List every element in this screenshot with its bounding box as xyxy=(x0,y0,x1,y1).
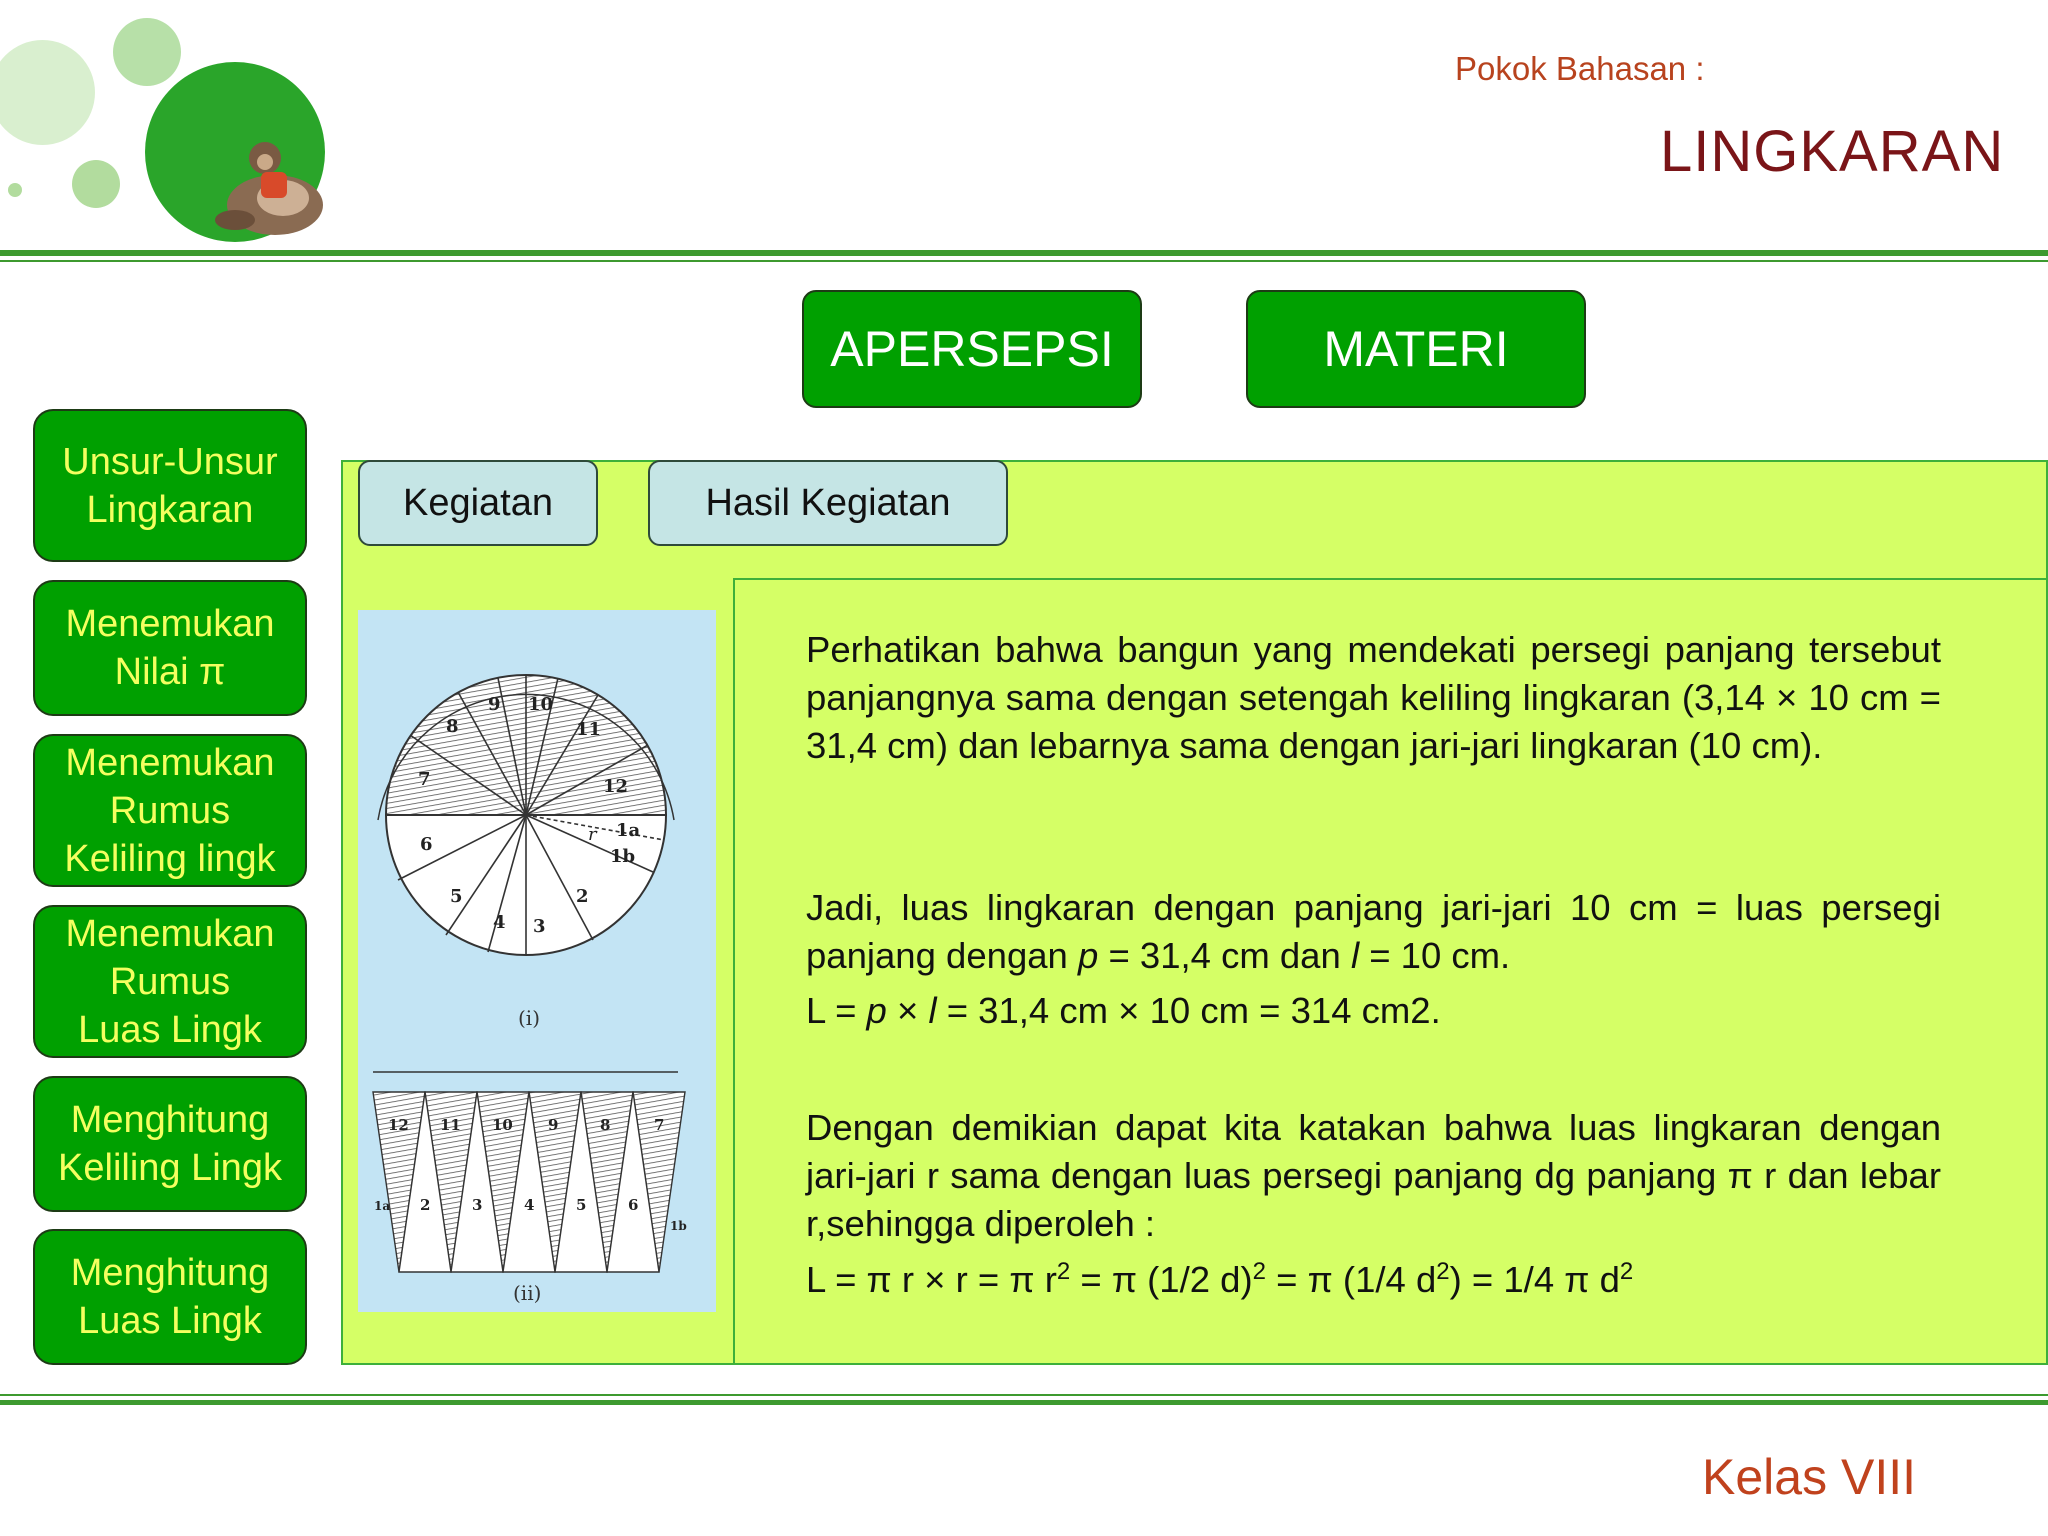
var-p: p xyxy=(866,990,887,1031)
var-p: p xyxy=(1078,935,1099,976)
formula-1 xyxy=(806,990,1441,1032)
paragraph-2-text: Jadi, luas lingkaran dengan panjang jari-jari 10 cm = luas persegi panjang dengan xyxy=(806,887,1941,976)
radius-label: r xyxy=(588,824,597,845)
paragraph-2-text: = 31,4 cm dan xyxy=(1098,935,1351,976)
sidebar-item-label: Rumus xyxy=(109,960,231,1003)
sidebar-item-hitung-luas[interactable] xyxy=(33,1229,307,1365)
strip-label: 6 xyxy=(628,1196,639,1214)
circle-sector-figure xyxy=(358,610,716,1312)
deco-circle-top xyxy=(113,18,181,86)
formula-2 xyxy=(806,1258,1633,1301)
formula-1-text: = 31,4 cm × 10 cm = 314 cm2. xyxy=(936,990,1441,1031)
formula-2-text: L = π r × r = π r xyxy=(806,1259,1057,1301)
sidebar-item-label: Keliling Lingk xyxy=(58,1147,282,1189)
sidebar-item-rumus-keliling[interactable] xyxy=(33,734,307,887)
sidebar-item-label: Keliling lingk xyxy=(64,837,276,880)
tab-hasil-kegiatan[interactable]: Hasil Kegiatan xyxy=(648,460,1008,546)
superscript: 2 xyxy=(1056,1258,1071,1285)
superscript: 2 xyxy=(1436,1258,1450,1285)
paragraph-3: Dengan demikian dapat kita katakan bahwa luas lingkaran dengan jari-jari r sama dengan luas persegi panjang dg panjang π r dan lebar r,sehingga diperoleh : xyxy=(806,1107,1941,1244)
sidebar-item-hitung-keliling[interactable] xyxy=(33,1076,307,1212)
sector-label: 12 xyxy=(603,776,629,797)
strip-label: 2 xyxy=(420,1196,431,1214)
strip-label: 5 xyxy=(576,1196,587,1214)
strip-label: 9 xyxy=(548,1116,559,1134)
strip-shapes xyxy=(373,1092,685,1272)
apersepsi-button[interactable]: APERSEPSI xyxy=(802,290,1142,408)
materi-button[interactable]: MATERI xyxy=(1246,290,1586,408)
superscript: 2 xyxy=(1619,1258,1634,1285)
figure-label-ii: (ii) xyxy=(513,1281,542,1305)
sidebar-item-label: Menemukan xyxy=(65,912,275,955)
sector-label: 4 xyxy=(493,912,506,933)
strip-label: 12 xyxy=(388,1116,409,1134)
sector-label: 7 xyxy=(418,769,431,790)
topic-label: Pokok Bahasan : xyxy=(1455,50,1705,87)
strip-label: 7 xyxy=(654,1116,665,1134)
sidebar-item-unsur-lingkaran[interactable] xyxy=(33,409,307,562)
paragraph-2-text: = 10 cm. xyxy=(1359,935,1511,976)
figure-label-i: (i) xyxy=(518,1006,541,1030)
footer-rule-thick xyxy=(0,1400,2048,1405)
header-rule-thick xyxy=(0,250,2048,256)
superscript: 2 xyxy=(1252,1258,1266,1285)
sidebar-item-label: Lingkaran xyxy=(86,488,254,531)
sidebar-item-label: Menemukan xyxy=(65,603,275,645)
sector-label: 10 xyxy=(528,694,554,715)
sector-label: 11 xyxy=(576,719,602,740)
sidebar-item-label: Rumus xyxy=(109,789,231,832)
page-title: LINGKARAN xyxy=(1660,119,2005,184)
formula-2-text: = π (1/2 d) xyxy=(1070,1259,1253,1301)
sidebar-item-label: Menemukan xyxy=(65,741,275,784)
deco-circle-left xyxy=(0,40,95,145)
sector-label: 6 xyxy=(420,834,433,855)
strip-label: 4 xyxy=(524,1196,535,1214)
var-l: l xyxy=(1350,935,1360,976)
sidebar-item-rumus-luas[interactable] xyxy=(33,905,307,1058)
logo-decoration xyxy=(0,0,330,245)
sidebar-item-label: Menghitung xyxy=(70,1099,270,1141)
sidebar-item-label: Luas Lingk xyxy=(78,1008,262,1051)
formula-2-text: ) = 1/4 π d xyxy=(1449,1259,1620,1301)
strip-label: 8 xyxy=(600,1116,611,1134)
deco-circle-small xyxy=(8,183,22,197)
formula-2-text: = π (1/4 d xyxy=(1266,1259,1437,1301)
sidebar-item-label: Unsur-Unsur xyxy=(62,440,278,483)
formula-1-text: × xyxy=(886,990,929,1031)
sector-label: 9 xyxy=(488,694,501,715)
strip-label: 3 xyxy=(472,1196,483,1214)
strip-label: 1a xyxy=(374,1199,391,1213)
sidebar-item-label: Luas Lingk xyxy=(78,1300,262,1342)
sidebar-item-nilai-pi[interactable] xyxy=(33,580,307,716)
paragraph-2 xyxy=(806,884,1941,980)
strip-label: 1b xyxy=(670,1219,687,1233)
sector-label: 2 xyxy=(576,886,589,907)
tab-kegiatan[interactable]: Kegiatan xyxy=(358,460,598,546)
deco-circle-mid xyxy=(72,160,120,208)
sector-label: 1a xyxy=(616,820,641,841)
class-label: Kelas VIII xyxy=(1702,1449,1916,1505)
sector-label: 5 xyxy=(450,886,463,907)
sector-label: 1b xyxy=(610,846,636,867)
formula-1-text: L = xyxy=(806,990,867,1031)
strip-label: 10 xyxy=(492,1116,513,1134)
header-rule-thin xyxy=(0,260,2048,262)
var-l: l xyxy=(928,990,937,1031)
bear-mascot-icon xyxy=(205,120,325,240)
sector-label: 8 xyxy=(446,716,459,737)
paragraph-1: Perhatikan bahwa bangun yang mendekati persegi panjang tersebut panjangnya sama dengan setengah keliling lingkaran (3,14 × 10 cm = 31,4 cm) dan lebarnya sama dengan jari-jari lingkaran (10 cm). xyxy=(806,629,1941,766)
strip-label: 11 xyxy=(440,1116,461,1134)
sector-label: 3 xyxy=(533,916,546,937)
footer-rule-thin xyxy=(0,1394,2048,1396)
sidebar-item-label: Nilai π xyxy=(114,651,226,693)
sidebar-item-label: Menghitung xyxy=(70,1252,270,1294)
